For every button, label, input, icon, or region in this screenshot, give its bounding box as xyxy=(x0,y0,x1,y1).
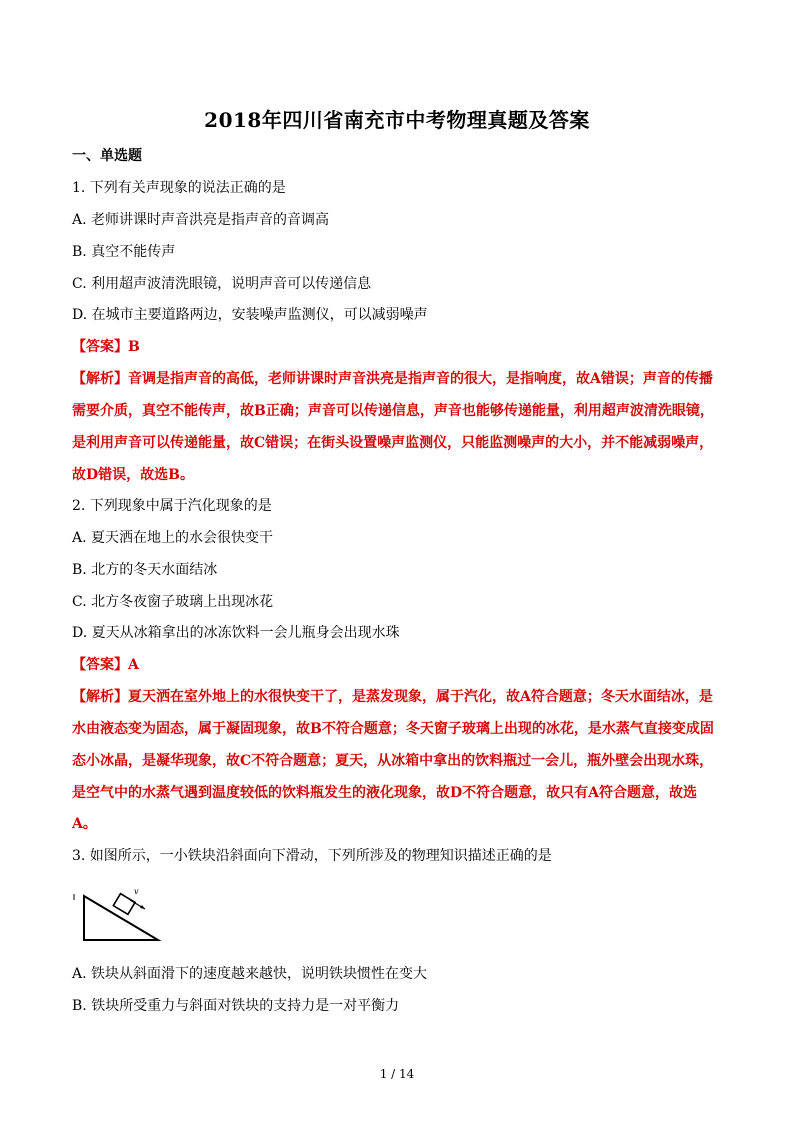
question-2-answer: 【答案】A xyxy=(72,657,139,673)
question-3-option-a: A. 铁块从斜面滑下的速度越来越快，说明铁块惯性在变大 xyxy=(72,966,428,982)
question-1-option-b: B. 真空不能传声 xyxy=(72,244,176,260)
question-1-analysis-line: 【解析】音调是指声音的高低，老师讲课时声音洪亮是指声音的很大，是指响度，故A错误；声音的传播 xyxy=(72,371,713,387)
question-3-stem: 3. 如图所示，一小铁块沿斜面向下滑动，下列所涉及的物理知识描述正确的是 xyxy=(72,848,552,864)
page-number: 1 / 14 xyxy=(379,1067,415,1081)
question-2-analysis-line: 【解析】夏天洒在室外地上的水很快变干了，是蒸发现象，属于汽化，故A符合题意；冬天水面结冰，是 xyxy=(72,689,713,705)
question-1-analysis-line: 需要介质，真空不能传声，故B正确；声音可以传递信息，声音也能够传递能量，利用超声波清洗眼镜， xyxy=(72,403,714,419)
question-1-option-a: A. 老师讲课时声音洪亮是指声音的音调高 xyxy=(72,212,330,228)
question-2-option-c: C. 北方冬夜窗子玻璃上出现冰花 xyxy=(72,594,274,610)
question-2-analysis-line: 态小冰晶，是凝华现象，故C不符合题意；夏天，从冰箱中拿出的饮料瓶过一会儿，瓶外壁会出现水珠， xyxy=(72,753,714,769)
question-1-analysis-line: 故D错误，故选B。 xyxy=(72,467,194,483)
question-2-option-b: B. 北方的冬天水面结冰 xyxy=(72,562,218,578)
page-title: 2018年四川省南充市中考物理真题及答案 xyxy=(204,108,590,132)
question-3-option-b: B. 铁块所受重力与斜面对铁块的支持力是一对平衡力 xyxy=(72,998,400,1014)
question-2-analysis-line: 水由液态变为固态，属于凝固现象，故B不符合题意；冬天窗子玻璃上出现的冰花，是水蒸气直接变成固 xyxy=(72,721,714,737)
iron-block xyxy=(113,894,135,915)
question-2-option-d: D. 夏天从冰箱拿出的冰冻饮料一会儿瓶身会出现水珠 xyxy=(72,625,400,641)
section-heading: 一、单选题 xyxy=(72,148,142,164)
question-1-option-c: C. 利用超声波清洗眼镜，说明声音可以传递信息 xyxy=(72,276,372,292)
incline-figure xyxy=(70,880,170,944)
question-2-option-a: A. 夏天洒在地上的水会很快变干 xyxy=(72,530,274,546)
question-2-analysis-line: 是空气中的水蒸气遇到温度较低的饮料瓶发生的液化现象，故D不符合题意，故只有A符合题意，故选 xyxy=(72,785,698,801)
velocity-label: v xyxy=(134,887,139,896)
question-2-stem: 2. 下列现象中属于汽化现象的是 xyxy=(72,498,272,514)
question-1-answer: 【答案】B xyxy=(72,339,140,355)
arrow-head xyxy=(140,905,145,909)
question-1-analysis-line: 是利用声音可以传递能量，故C错误；在街头设置噪声监测仪，只能监测噪声的大小，并不能减弱噪声， xyxy=(72,435,714,451)
question-2-analysis-line: A。 xyxy=(72,816,97,832)
question-1-option-d: D. 在城市主要道路两边，安装噪声监测仪，可以减弱噪声 xyxy=(72,307,428,323)
question-1-stem: 1. 下列有关声现象的说法正确的是 xyxy=(72,180,286,196)
